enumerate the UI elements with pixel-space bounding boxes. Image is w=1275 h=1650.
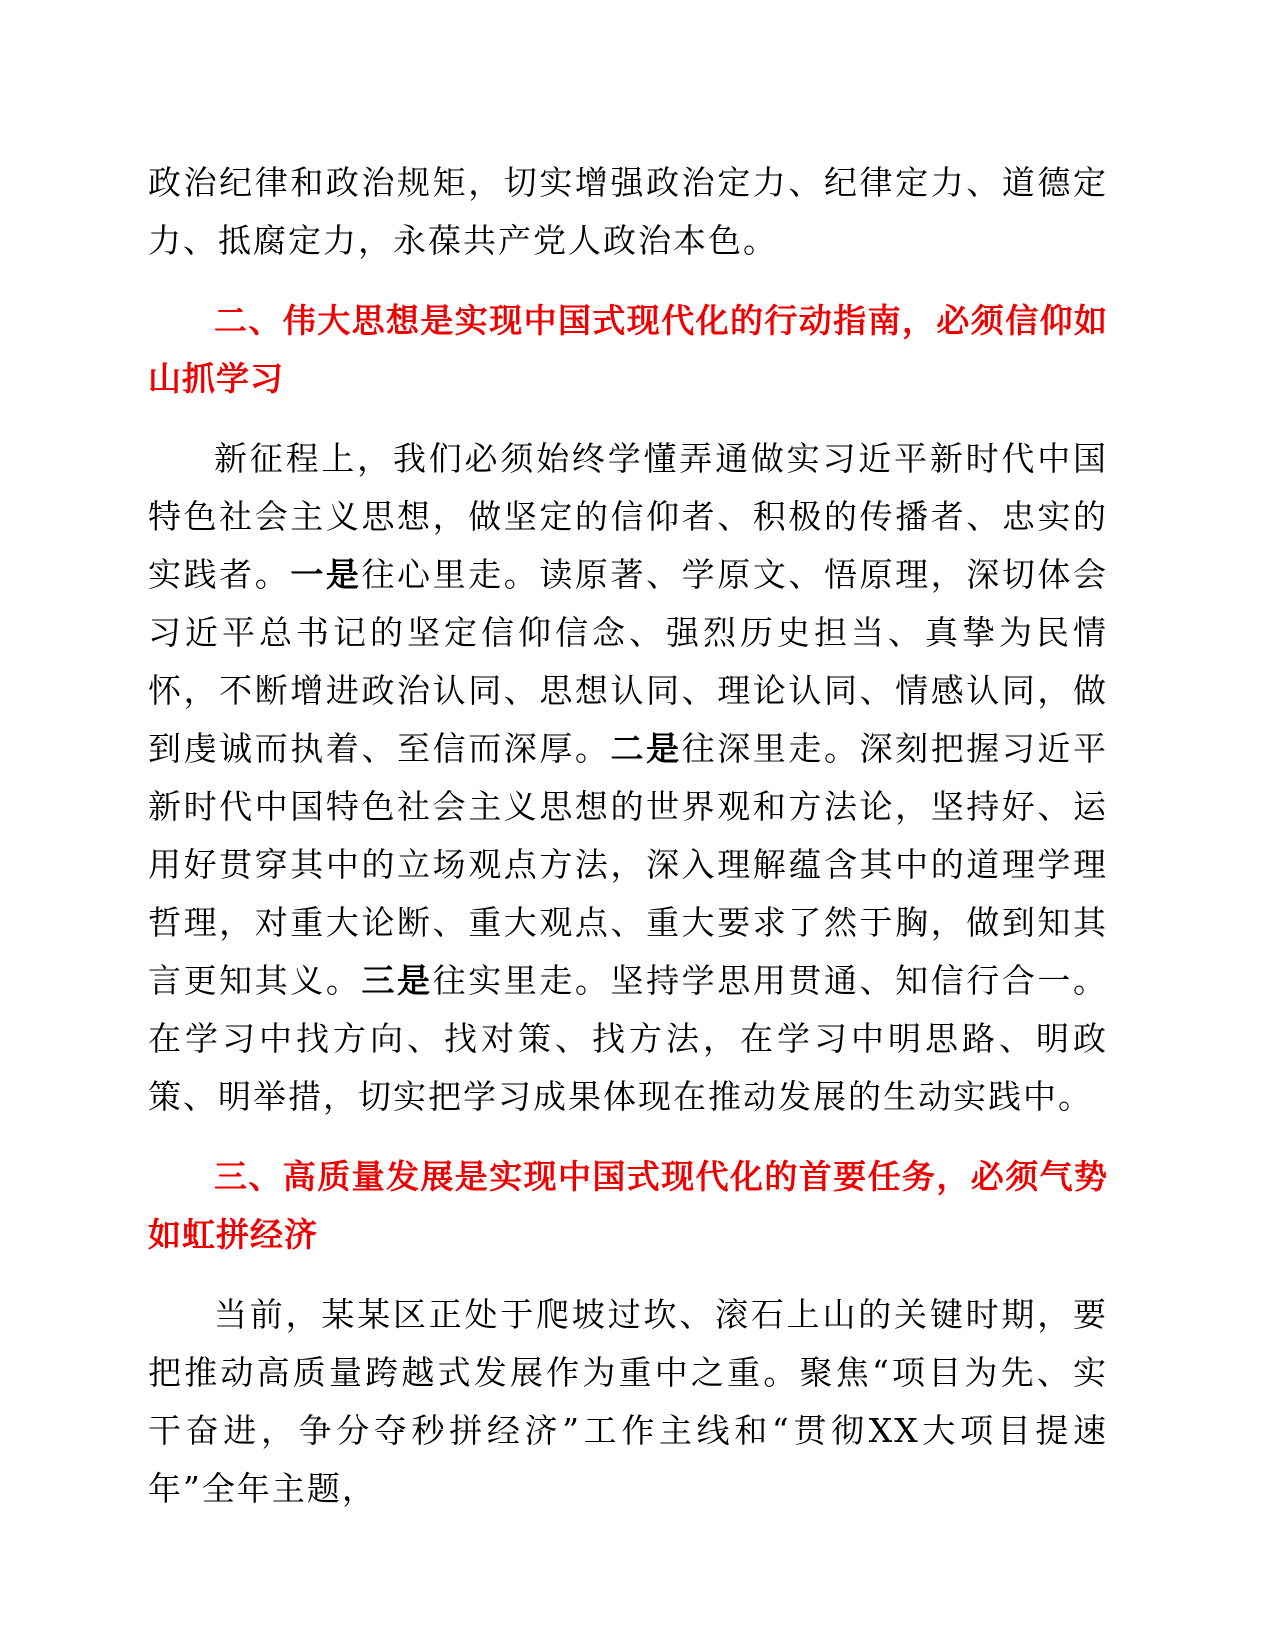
paragraph-continuation: 政治纪律和政治规矩，切实增强政治定力、纪律定力、道德定力、抵腐定力，永葆共产党人政治本色。: [148, 163, 1108, 260]
point-first-text: 往心里走。读原著、学原文、悟原理，深切体会习近平总书记的坚定信仰信念、强烈历史担当、真挚为民情怀，不断增进政治认同、思想认同、理论认同、情感认同，做到虔诚而执着、至信而深厚。: [148, 555, 1109, 768]
spacer: [148, 408, 1108, 430]
spacer: [148, 1264, 1108, 1286]
point-third-text: 往实里走。坚持学思用贯通、知信行合一。在学习中找方向、找对策、找方法，在学习中明思路、明政策、明举措，切实把学习成果体现在推动发展的生动实践中。: [148, 961, 1109, 1116]
lead-first: 一是: [290, 555, 362, 594]
lead-second: 二是: [610, 729, 682, 768]
point-second-text: 往深里走。深刻把握习近平新时代中国特色社会主义思想的世界观和方法论，坚持好、运用好贯穿其中的立场观点方法，深入理解蕴含其中的道理学理哲理，对重大论断、重大观点、重大要求了然于胸，做到知其言更知其义。: [148, 729, 1109, 1000]
spacer: [148, 1126, 1108, 1148]
paragraph-intro: 新征程上，我们必须始终学懂弄通做实习近平新时代中国特色社会主义思想，做坚定的信仰者、积极的传播者、忠实的实践者。: [148, 439, 1108, 594]
lead-third: 三是: [361, 961, 433, 1000]
paragraph-economy: 当前，某某区正处于爬坡过坎、滚石上山的关键时期，要把推动高质量跨越式发展作为重中之重。聚焦“项目为先、实干奋进，争分夺秒拼经济”工作主线和“贯彻XX大项目提速年”全年主题，: [148, 1295, 1108, 1508]
paragraph-study: [148, 430, 1108, 1126]
section-heading-2: 二、伟大思想是实现中国式现代化的行动指南，必须信仰如山抓学习: [148, 301, 1108, 398]
section-heading-3: 三、高质量发展是实现中国式现代化的首要任务，必须气势如虹拼经济: [148, 1157, 1108, 1254]
document-body: [148, 154, 1108, 1518]
spacer: [148, 270, 1108, 292]
